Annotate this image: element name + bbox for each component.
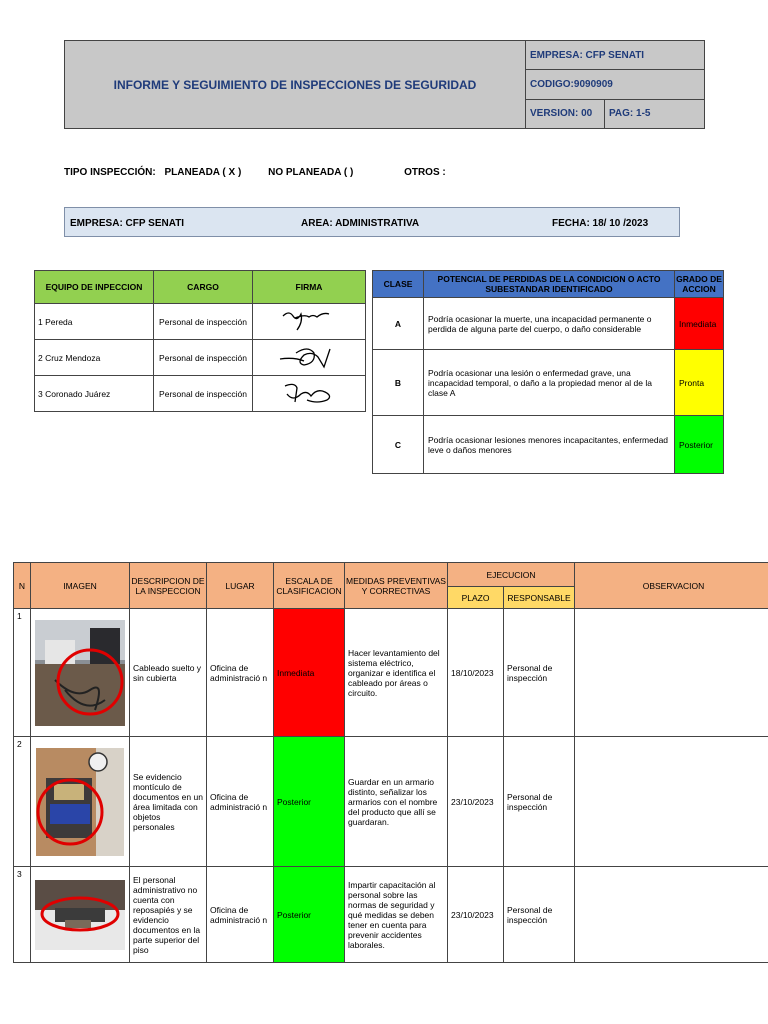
table-row — [373, 416, 724, 474]
team-header-equipo: EQUIPO DE INPECCION — [35, 271, 154, 304]
signature — [253, 304, 366, 340]
row-observation — [575, 737, 768, 867]
signature-2-icon — [274, 343, 344, 371]
col-observacion: OBSERVACION — [575, 563, 768, 609]
team-member-name: 2 Cruz Mendoza — [35, 340, 154, 376]
row-photo — [31, 737, 130, 867]
table-row — [35, 304, 366, 340]
signature — [253, 340, 366, 376]
grado-badge: Pronta — [675, 350, 724, 416]
row-deadline: 18/10/2023 — [448, 609, 504, 737]
row-responsible: Personal de inspección — [504, 867, 575, 963]
row-responsible: Personal de inspección — [504, 609, 575, 737]
row-description: El personal administrativo no cuenta con reposapiés y se evidencio documentos en la parte superior del piso — [130, 867, 207, 963]
col-lugar: LUGAR — [207, 563, 274, 609]
inspection-type-label: TIPO INSPECCIÓN: — [64, 167, 156, 178]
potencial-header: POTENCIAL DE PERDIDAS DE LA CONDICION O ACTO SUBESTANDAR IDENTIFICADO — [424, 271, 675, 298]
row-place: Oficina de administració n — [207, 867, 274, 963]
clase-letter: B — [373, 350, 424, 416]
signature-1-icon — [279, 308, 339, 334]
photo-floor-image — [35, 880, 125, 950]
photo-documents-image — [36, 748, 124, 856]
row-description: Se evidencio montículo de documentos en un área limitada con objetos personales — [130, 737, 207, 867]
row-responsible: Personal de inspección — [504, 737, 575, 867]
row-measures: Guardar en un armario distinto, señalizar los armarios con el nombre del producto que allí se guardaran. — [345, 737, 448, 867]
row-photo — [31, 867, 130, 963]
row-photo — [31, 609, 130, 737]
clase-description: Podría ocasionar una lesión o enfermedad grave, una incapacidad temporal, o daño a la propiedad menor al de la clase A — [424, 350, 675, 416]
header-version: VERSION: 00 — [526, 99, 605, 128]
col-ejecucion: EJECUCION — [448, 563, 575, 587]
row-measures: Impartir capacitación al personal sobre las normas de seguridad y qué medidas se deben tener en cuenta para prevenir accidentes laborales. — [345, 867, 448, 963]
grado-header: GRADO DE ACCION — [675, 271, 724, 298]
table-row — [14, 867, 768, 963]
row-number: 3 — [14, 867, 31, 963]
team-member-cargo: Personal de inspección — [154, 304, 253, 340]
row-measures: Hacer levantamiento del sistema eléctrico, organizar e identifica el cableado por áreas o circuito. — [345, 609, 448, 737]
inspection-type-line — [64, 167, 446, 178]
team-member-name: 3 Coronado Juárez — [35, 376, 154, 412]
row-number: 1 — [14, 609, 31, 737]
col-n: N — [14, 563, 31, 609]
clase-header: CLASE — [373, 271, 424, 298]
grado-badge: Posterior — [675, 416, 724, 474]
table-row — [35, 376, 366, 412]
classification-table — [372, 270, 724, 474]
team-member-name: 1 Pereda — [35, 304, 154, 340]
signature — [253, 376, 366, 412]
inspection-type-unplanned: NO PLANEADA ( ) — [268, 167, 354, 178]
table-row — [14, 737, 768, 867]
clase-description: Podría ocasionar la muerte, una incapacidad permanente o perdida de alguna parte del cuerpo, o daño considerable — [424, 298, 675, 350]
header-empresa: EMPRESA: CFP SENATI — [526, 41, 705, 70]
row-scale: Posterior — [274, 737, 345, 867]
row-deadline: 23/10/2023 — [448, 737, 504, 867]
row-place: Oficina de administració n — [207, 737, 274, 867]
col-medidas: MEDIDAS PREVENTIVAS Y CORRECTIVAS — [345, 563, 448, 609]
report-title: INFORME Y SEGUIMIENTO DE INSPECCIONES DE SEGURIDAD — [65, 41, 526, 129]
row-scale: Posterior — [274, 867, 345, 963]
row-scale: Inmediata — [274, 609, 345, 737]
clase-letter: A — [373, 298, 424, 350]
info-fecha: FECHA: 18/ 10 /2023 — [552, 218, 649, 229]
signature-3-icon — [277, 380, 341, 406]
report-header — [64, 40, 705, 129]
col-plazo: PLAZO — [448, 587, 504, 609]
inspection-type-other: OTROS : — [404, 167, 446, 178]
row-place: Oficina de administració n — [207, 609, 274, 737]
team-header-cargo: CARGO — [154, 271, 253, 304]
col-imagen: IMAGEN — [31, 563, 130, 609]
header-codigo: CODIGO:9090909 — [526, 70, 705, 99]
table-row — [35, 340, 366, 376]
clase-letter: C — [373, 416, 424, 474]
info-bar — [64, 207, 680, 237]
col-descripcion: DESCRIPCION DE LA INSPECCION — [130, 563, 207, 609]
inspection-findings-table — [13, 562, 768, 963]
row-deadline: 23/10/2023 — [448, 867, 504, 963]
info-empresa: EMPRESA: CFP SENATI — [70, 218, 185, 229]
inspection-type-planned: PLANEADA ( X ) — [164, 167, 242, 178]
team-header-firma: FIRMA — [253, 271, 366, 304]
row-description: Cableado suelto y sin cubierta — [130, 609, 207, 737]
photo-cables-image — [35, 620, 125, 726]
row-number: 2 — [14, 737, 31, 867]
col-responsable: RESPONSABLE — [504, 587, 575, 609]
table-row — [14, 609, 768, 737]
header-page: PAG: 1-5 — [605, 99, 705, 128]
grado-badge: Inmediata — [675, 298, 724, 350]
clase-description: Podría ocasionar lesiones menores incapacitantes, enfermedad leve o daños menores — [424, 416, 675, 474]
team-member-cargo: Personal de inspección — [154, 376, 253, 412]
col-escala: ESCALA DE CLASIFICACION — [274, 563, 345, 609]
team-member-cargo: Personal de inspección — [154, 340, 253, 376]
info-area: AREA: ADMINISTRATIVA — [301, 218, 420, 229]
row-observation — [575, 609, 768, 737]
table-row — [373, 298, 724, 350]
inspection-team-table — [34, 270, 366, 412]
table-row — [373, 350, 724, 416]
row-observation — [575, 867, 768, 963]
